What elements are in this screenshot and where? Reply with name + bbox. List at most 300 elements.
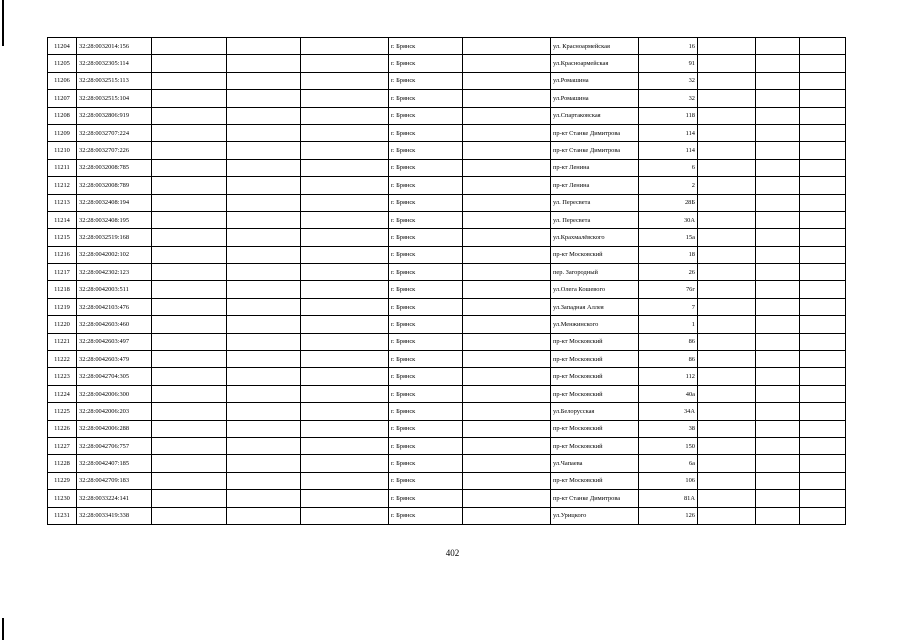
house-number: 34А: [639, 403, 698, 420]
empty-cell: [463, 368, 551, 385]
row-number: 11229: [48, 472, 77, 489]
empty-cell: [301, 264, 389, 281]
empty-cell: [800, 194, 846, 211]
table-row: [48, 490, 846, 507]
table-row: [48, 90, 846, 107]
registry-table: [47, 37, 846, 525]
empty-cell: [463, 90, 551, 107]
empty-cell: [756, 211, 800, 228]
empty-cell: [463, 472, 551, 489]
table-row: [48, 298, 846, 315]
empty-cell: [301, 246, 389, 263]
cadastral-number: 32:28:0032515:113: [77, 72, 152, 89]
empty-cell: [463, 507, 551, 524]
city-name: г. Брянск: [389, 472, 463, 489]
house-number: 76г: [639, 281, 698, 298]
cadastral-number: 32:28:0042603:497: [77, 333, 152, 350]
empty-cell: [463, 316, 551, 333]
empty-cell: [463, 333, 551, 350]
table-row: [48, 177, 846, 194]
house-number: 118: [639, 107, 698, 124]
empty-cell: [227, 55, 301, 72]
empty-cell: [152, 507, 227, 524]
empty-cell: [800, 420, 846, 437]
house-number: 6а: [639, 455, 698, 472]
street-name: пр-кт Станке Димитрова: [551, 142, 639, 159]
registry-body: [48, 38, 846, 525]
empty-cell: [800, 298, 846, 315]
empty-cell: [463, 107, 551, 124]
cadastral-number: 32:28:0042706:757: [77, 437, 152, 454]
scan-edge-mark-bottom: [2, 618, 4, 640]
house-number: 150: [639, 437, 698, 454]
table-row: [48, 385, 846, 402]
empty-cell: [463, 159, 551, 176]
empty-cell: [698, 229, 756, 246]
empty-cell: [698, 455, 756, 472]
row-number: 11211: [48, 159, 77, 176]
empty-cell: [301, 124, 389, 141]
empty-cell: [756, 437, 800, 454]
row-number: 11210: [48, 142, 77, 159]
empty-cell: [756, 472, 800, 489]
city-name: г. Брянск: [389, 124, 463, 141]
empty-cell: [698, 281, 756, 298]
empty-cell: [301, 159, 389, 176]
table-row: [48, 55, 846, 72]
empty-cell: [756, 403, 800, 420]
empty-cell: [152, 229, 227, 246]
empty-cell: [800, 55, 846, 72]
empty-cell: [756, 298, 800, 315]
city-name: г. Брянск: [389, 368, 463, 385]
table-row: [48, 211, 846, 228]
empty-cell: [301, 472, 389, 489]
city-name: г. Брянск: [389, 229, 463, 246]
street-name: ул.Белорусская: [551, 403, 639, 420]
row-number: 11218: [48, 281, 77, 298]
empty-cell: [698, 385, 756, 402]
empty-cell: [301, 507, 389, 524]
empty-cell: [152, 159, 227, 176]
empty-cell: [698, 38, 756, 55]
empty-cell: [301, 490, 389, 507]
table-row: [48, 455, 846, 472]
table-row: [48, 107, 846, 124]
empty-cell: [227, 385, 301, 402]
house-number: 114: [639, 142, 698, 159]
table-row: [48, 333, 846, 350]
row-number: 11220: [48, 316, 77, 333]
empty-cell: [463, 420, 551, 437]
row-number: 11227: [48, 437, 77, 454]
empty-cell: [756, 333, 800, 350]
city-name: г. Брянск: [389, 142, 463, 159]
empty-cell: [301, 333, 389, 350]
empty-cell: [756, 90, 800, 107]
empty-cell: [227, 194, 301, 211]
empty-cell: [698, 72, 756, 89]
empty-cell: [756, 159, 800, 176]
row-number: 11231: [48, 507, 77, 524]
house-number: 7: [639, 298, 698, 315]
house-number: 106: [639, 472, 698, 489]
city-name: г. Брянск: [389, 264, 463, 281]
house-number: 30А: [639, 211, 698, 228]
row-number: 11224: [48, 385, 77, 402]
empty-cell: [301, 142, 389, 159]
empty-cell: [756, 72, 800, 89]
city-name: г. Брянск: [389, 211, 463, 228]
cadastral-number: 32:28:0032707:226: [77, 142, 152, 159]
cadastral-number: 32:28:0032408:195: [77, 211, 152, 228]
empty-cell: [756, 194, 800, 211]
house-number: 32: [639, 90, 698, 107]
street-name: пр-кт Ленина: [551, 177, 639, 194]
row-number: 11208: [48, 107, 77, 124]
empty-cell: [301, 194, 389, 211]
empty-cell: [152, 298, 227, 315]
empty-cell: [227, 403, 301, 420]
table-row: [48, 246, 846, 263]
empty-cell: [152, 55, 227, 72]
scan-edge-mark-top: [2, 0, 4, 46]
empty-cell: [152, 38, 227, 55]
row-number: 11207: [48, 90, 77, 107]
street-name: пер. Загородный: [551, 264, 639, 281]
city-name: г. Брянск: [389, 72, 463, 89]
empty-cell: [227, 437, 301, 454]
table-row: [48, 159, 846, 176]
empty-cell: [698, 507, 756, 524]
empty-cell: [463, 194, 551, 211]
empty-cell: [227, 142, 301, 159]
city-name: г. Брянск: [389, 333, 463, 350]
house-number: 38: [639, 420, 698, 437]
empty-cell: [463, 124, 551, 141]
house-number: 86: [639, 351, 698, 368]
city-name: г. Брянск: [389, 281, 463, 298]
empty-cell: [800, 72, 846, 89]
empty-cell: [301, 316, 389, 333]
empty-cell: [800, 107, 846, 124]
empty-cell: [227, 246, 301, 263]
empty-cell: [227, 72, 301, 89]
empty-cell: [756, 264, 800, 281]
cadastral-number: 32:28:0033419:338: [77, 507, 152, 524]
empty-cell: [698, 159, 756, 176]
row-number: 11219: [48, 298, 77, 315]
empty-cell: [227, 159, 301, 176]
empty-cell: [800, 229, 846, 246]
cadastral-number: 32:28:0032806:919: [77, 107, 152, 124]
empty-cell: [463, 142, 551, 159]
city-name: г. Брянск: [389, 246, 463, 263]
row-number: 11206: [48, 72, 77, 89]
empty-cell: [800, 472, 846, 489]
empty-cell: [227, 211, 301, 228]
row-number: 11228: [48, 455, 77, 472]
empty-cell: [698, 437, 756, 454]
table-row: [48, 264, 846, 281]
table-row: [48, 507, 846, 524]
city-name: г. Брянск: [389, 437, 463, 454]
empty-cell: [301, 351, 389, 368]
empty-cell: [463, 437, 551, 454]
row-number: 11215: [48, 229, 77, 246]
empty-cell: [463, 38, 551, 55]
empty-cell: [698, 177, 756, 194]
empty-cell: [800, 177, 846, 194]
city-name: г. Брянск: [389, 385, 463, 402]
empty-cell: [152, 437, 227, 454]
city-name: г. Брянск: [389, 177, 463, 194]
table-row: [48, 229, 846, 246]
empty-cell: [463, 246, 551, 263]
city-name: г. Брянск: [389, 403, 463, 420]
empty-cell: [152, 177, 227, 194]
street-name: пр-кт Московский: [551, 472, 639, 489]
table-row: [48, 124, 846, 141]
empty-cell: [463, 55, 551, 72]
empty-cell: [463, 281, 551, 298]
empty-cell: [756, 38, 800, 55]
cadastral-number: 32:28:0042407:185: [77, 455, 152, 472]
row-number: 11209: [48, 124, 77, 141]
empty-cell: [152, 246, 227, 263]
table-row: [48, 368, 846, 385]
cadastral-number: 32:28:0042006:203: [77, 403, 152, 420]
empty-cell: [301, 368, 389, 385]
table-row: [48, 437, 846, 454]
empty-cell: [756, 368, 800, 385]
empty-cell: [698, 211, 756, 228]
house-number: 91: [639, 55, 698, 72]
cadastral-number: 32:28:0032408:194: [77, 194, 152, 211]
cadastral-number: 32:28:0032305:114: [77, 55, 152, 72]
street-name: пр-кт Московский: [551, 437, 639, 454]
city-name: г. Брянск: [389, 194, 463, 211]
house-number: 6: [639, 159, 698, 176]
empty-cell: [301, 177, 389, 194]
house-number: 112: [639, 368, 698, 385]
empty-cell: [152, 194, 227, 211]
empty-cell: [152, 124, 227, 141]
empty-cell: [800, 385, 846, 402]
cadastral-number: 32:28:0032515:104: [77, 90, 152, 107]
empty-cell: [301, 281, 389, 298]
empty-cell: [227, 38, 301, 55]
house-number: 86: [639, 333, 698, 350]
table-row: [48, 420, 846, 437]
empty-cell: [698, 246, 756, 263]
empty-cell: [800, 507, 846, 524]
row-number: 11230: [48, 490, 77, 507]
cadastral-number: 32:28:0042603:479: [77, 351, 152, 368]
empty-cell: [698, 194, 756, 211]
street-name: ул. Пересвета: [551, 211, 639, 228]
empty-cell: [756, 420, 800, 437]
empty-cell: [698, 142, 756, 159]
house-number: 15а: [639, 229, 698, 246]
street-name: ул. Пересвета: [551, 194, 639, 211]
empty-cell: [227, 264, 301, 281]
empty-cell: [227, 281, 301, 298]
empty-cell: [152, 385, 227, 402]
empty-cell: [698, 351, 756, 368]
table-row: [48, 38, 846, 55]
cadastral-number: 32:28:0042006:300: [77, 385, 152, 402]
table-row: [48, 472, 846, 489]
empty-cell: [301, 455, 389, 472]
empty-cell: [152, 264, 227, 281]
row-number: 11214: [48, 211, 77, 228]
empty-cell: [463, 455, 551, 472]
house-number: 26: [639, 264, 698, 281]
city-name: г. Брянск: [389, 490, 463, 507]
table-row: [48, 194, 846, 211]
empty-cell: [756, 177, 800, 194]
empty-cell: [152, 142, 227, 159]
empty-cell: [800, 351, 846, 368]
street-name: ул.Менжинского: [551, 316, 639, 333]
empty-cell: [698, 472, 756, 489]
empty-cell: [301, 90, 389, 107]
empty-cell: [463, 229, 551, 246]
empty-cell: [800, 455, 846, 472]
empty-cell: [756, 142, 800, 159]
empty-cell: [152, 420, 227, 437]
empty-cell: [800, 437, 846, 454]
empty-cell: [152, 403, 227, 420]
empty-cell: [301, 385, 389, 402]
empty-cell: [301, 38, 389, 55]
house-number: 18: [639, 246, 698, 263]
empty-cell: [227, 472, 301, 489]
empty-cell: [800, 90, 846, 107]
cadastral-number: 32:28:0032519:168: [77, 229, 152, 246]
empty-cell: [800, 316, 846, 333]
empty-cell: [301, 72, 389, 89]
city-name: г. Брянск: [389, 38, 463, 55]
empty-cell: [800, 159, 846, 176]
cadastral-number: 32:28:0032008:785: [77, 159, 152, 176]
table-row: [48, 142, 846, 159]
empty-cell: [152, 333, 227, 350]
city-name: г. Брянск: [389, 420, 463, 437]
empty-cell: [756, 507, 800, 524]
city-name: г. Брянск: [389, 455, 463, 472]
empty-cell: [756, 455, 800, 472]
street-name: ул.Ромашина: [551, 90, 639, 107]
row-number: 11204: [48, 38, 77, 55]
cadastral-number: 32:28:0032014:156: [77, 38, 152, 55]
city-name: г. Брянск: [389, 90, 463, 107]
table-row: [48, 351, 846, 368]
empty-cell: [800, 264, 846, 281]
empty-cell: [756, 55, 800, 72]
empty-cell: [800, 403, 846, 420]
empty-cell: [227, 351, 301, 368]
empty-cell: [756, 281, 800, 298]
empty-cell: [756, 124, 800, 141]
cadastral-number: 32:28:0033224:141: [77, 490, 152, 507]
empty-cell: [463, 403, 551, 420]
empty-cell: [463, 490, 551, 507]
empty-cell: [227, 455, 301, 472]
street-name: пр-кт Московский: [551, 385, 639, 402]
empty-cell: [152, 281, 227, 298]
city-name: г. Брянск: [389, 507, 463, 524]
cadastral-number: 32:28:0042003:511: [77, 281, 152, 298]
empty-cell: [152, 316, 227, 333]
empty-cell: [152, 211, 227, 228]
empty-cell: [800, 124, 846, 141]
empty-cell: [756, 107, 800, 124]
city-name: г. Брянск: [389, 107, 463, 124]
house-number: 1: [639, 316, 698, 333]
city-name: г. Брянск: [389, 159, 463, 176]
empty-cell: [227, 368, 301, 385]
street-name: ул.Крахмалёвского: [551, 229, 639, 246]
row-number: 11205: [48, 55, 77, 72]
street-name: ул.Ромашина: [551, 72, 639, 89]
street-name: пр-кт Московский: [551, 246, 639, 263]
table-row: [48, 72, 846, 89]
empty-cell: [227, 229, 301, 246]
city-name: г. Брянск: [389, 351, 463, 368]
house-number: 126: [639, 507, 698, 524]
empty-cell: [463, 298, 551, 315]
house-number: 40а: [639, 385, 698, 402]
row-number: 11216: [48, 246, 77, 263]
street-name: пр-кт Московский: [551, 420, 639, 437]
table-row: [48, 281, 846, 298]
empty-cell: [301, 55, 389, 72]
empty-cell: [463, 72, 551, 89]
cadastral-number: 32:28:0042709:183: [77, 472, 152, 489]
cadastral-number: 32:28:0042603:460: [77, 316, 152, 333]
row-number: 11226: [48, 420, 77, 437]
street-name: ул.Спартаковская: [551, 107, 639, 124]
empty-cell: [698, 55, 756, 72]
street-name: пр-кт Ленина: [551, 159, 639, 176]
empty-cell: [152, 455, 227, 472]
row-number: 11212: [48, 177, 77, 194]
empty-cell: [756, 246, 800, 263]
empty-cell: [756, 385, 800, 402]
empty-cell: [698, 316, 756, 333]
empty-cell: [698, 490, 756, 507]
cadastral-number: 32:28:0042002:102: [77, 246, 152, 263]
empty-cell: [227, 107, 301, 124]
empty-cell: [227, 490, 301, 507]
empty-cell: [301, 107, 389, 124]
city-name: г. Брянск: [389, 55, 463, 72]
row-number: 11217: [48, 264, 77, 281]
empty-cell: [227, 333, 301, 350]
empty-cell: [698, 420, 756, 437]
empty-cell: [227, 124, 301, 141]
empty-cell: [227, 90, 301, 107]
house-number: 16: [639, 38, 698, 55]
empty-cell: [301, 437, 389, 454]
table-row: [48, 316, 846, 333]
empty-cell: [463, 351, 551, 368]
cadastral-number: 32:28:0042103:476: [77, 298, 152, 315]
empty-cell: [152, 351, 227, 368]
house-number: 32: [639, 72, 698, 89]
